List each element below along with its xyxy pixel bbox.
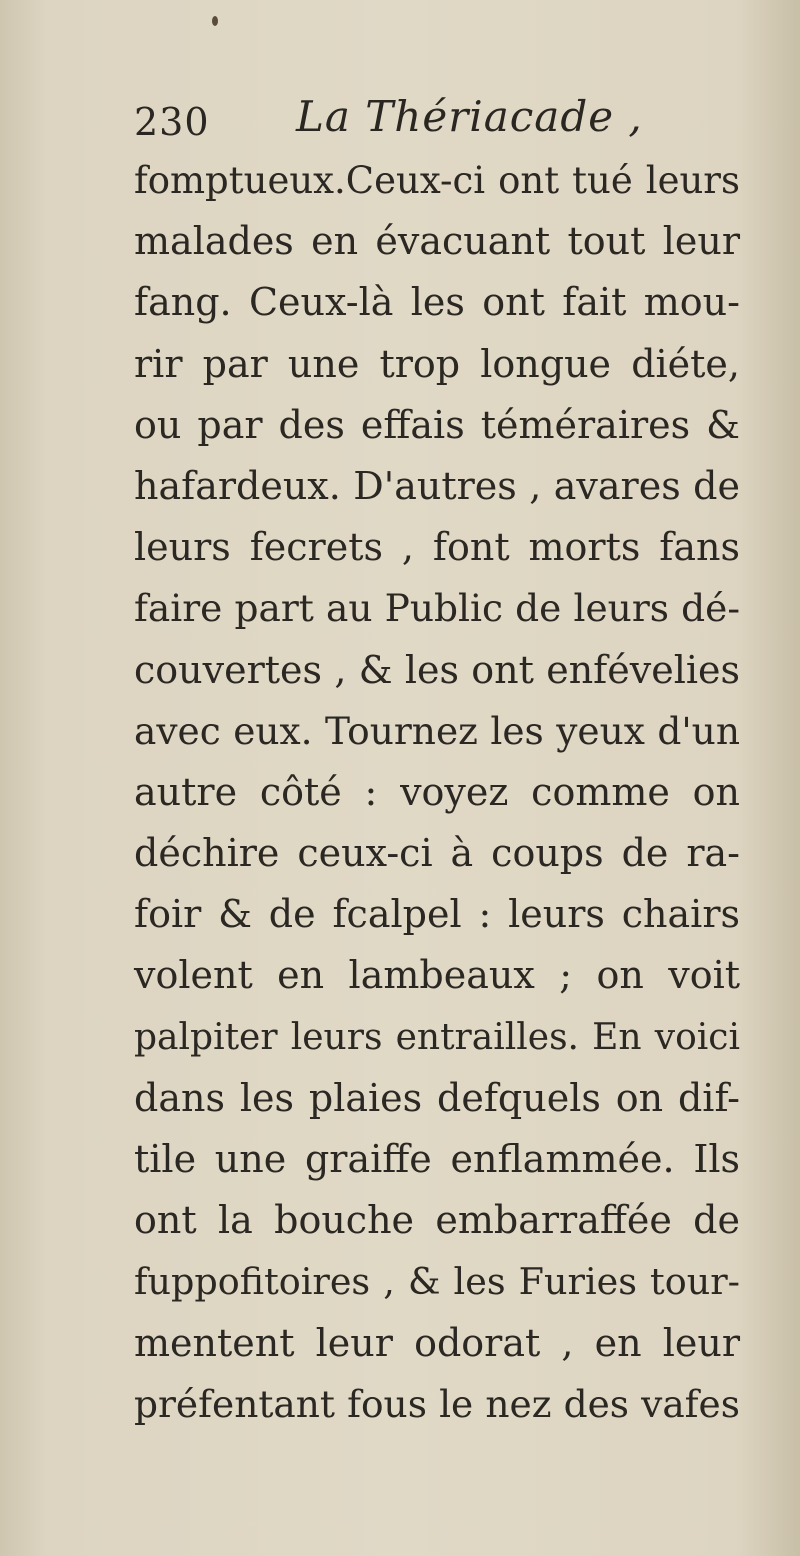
text-line: volent en lambeaux ; on voit <box>134 953 740 998</box>
text-line: faire part au Public de leurs dé- <box>134 586 740 631</box>
text-line: foir & de fcalpel : leurs chairs <box>134 892 740 937</box>
text-line: ont la bouche embarraffée de <box>134 1198 740 1243</box>
text-line: hafardeux. D'autres , avares de <box>134 463 740 508</box>
text-line: rir par une trop longue diéte, <box>134 341 740 386</box>
text-line: couvertes , & les ont enfévelies <box>134 647 740 692</box>
text-line: mentent leur odorat , en leur <box>134 1320 740 1365</box>
text-line: tile une graiffe enflammée. Ils <box>134 1137 740 1181</box>
text-line: avec eux. Tournez les yeux d'un <box>134 708 740 753</box>
page-number: 230 <box>134 100 210 144</box>
text-line: malades en évacuant tout leur <box>134 219 740 264</box>
page-header <box>134 92 754 152</box>
running-title: La Thériacade , <box>296 92 643 141</box>
ink-speck <box>212 16 218 26</box>
text-line: dans les plaies defquels on dif- <box>134 1075 740 1120</box>
text-line: ou par des effais téméraires & <box>134 402 740 447</box>
text-line: préfentant fous le nez des vafes <box>134 1381 740 1426</box>
body-text <box>134 150 740 1435</box>
text-line: fomptueux.Ceux-ci ont tué leurs <box>134 159 740 202</box>
text-line: palpiter leurs entrailles. En voici <box>134 1016 740 1058</box>
text-line: autre côté : voyez comme on <box>134 769 740 814</box>
text-line: fang. Ceux-là les ont fait mou- <box>134 280 740 325</box>
text-line: fuppofitoires , & les Furies tour- <box>134 1260 740 1304</box>
text-line: déchire ceux-ci à coups de ra- <box>134 831 740 876</box>
text-line: leurs fecrets , font morts fans <box>134 525 740 570</box>
